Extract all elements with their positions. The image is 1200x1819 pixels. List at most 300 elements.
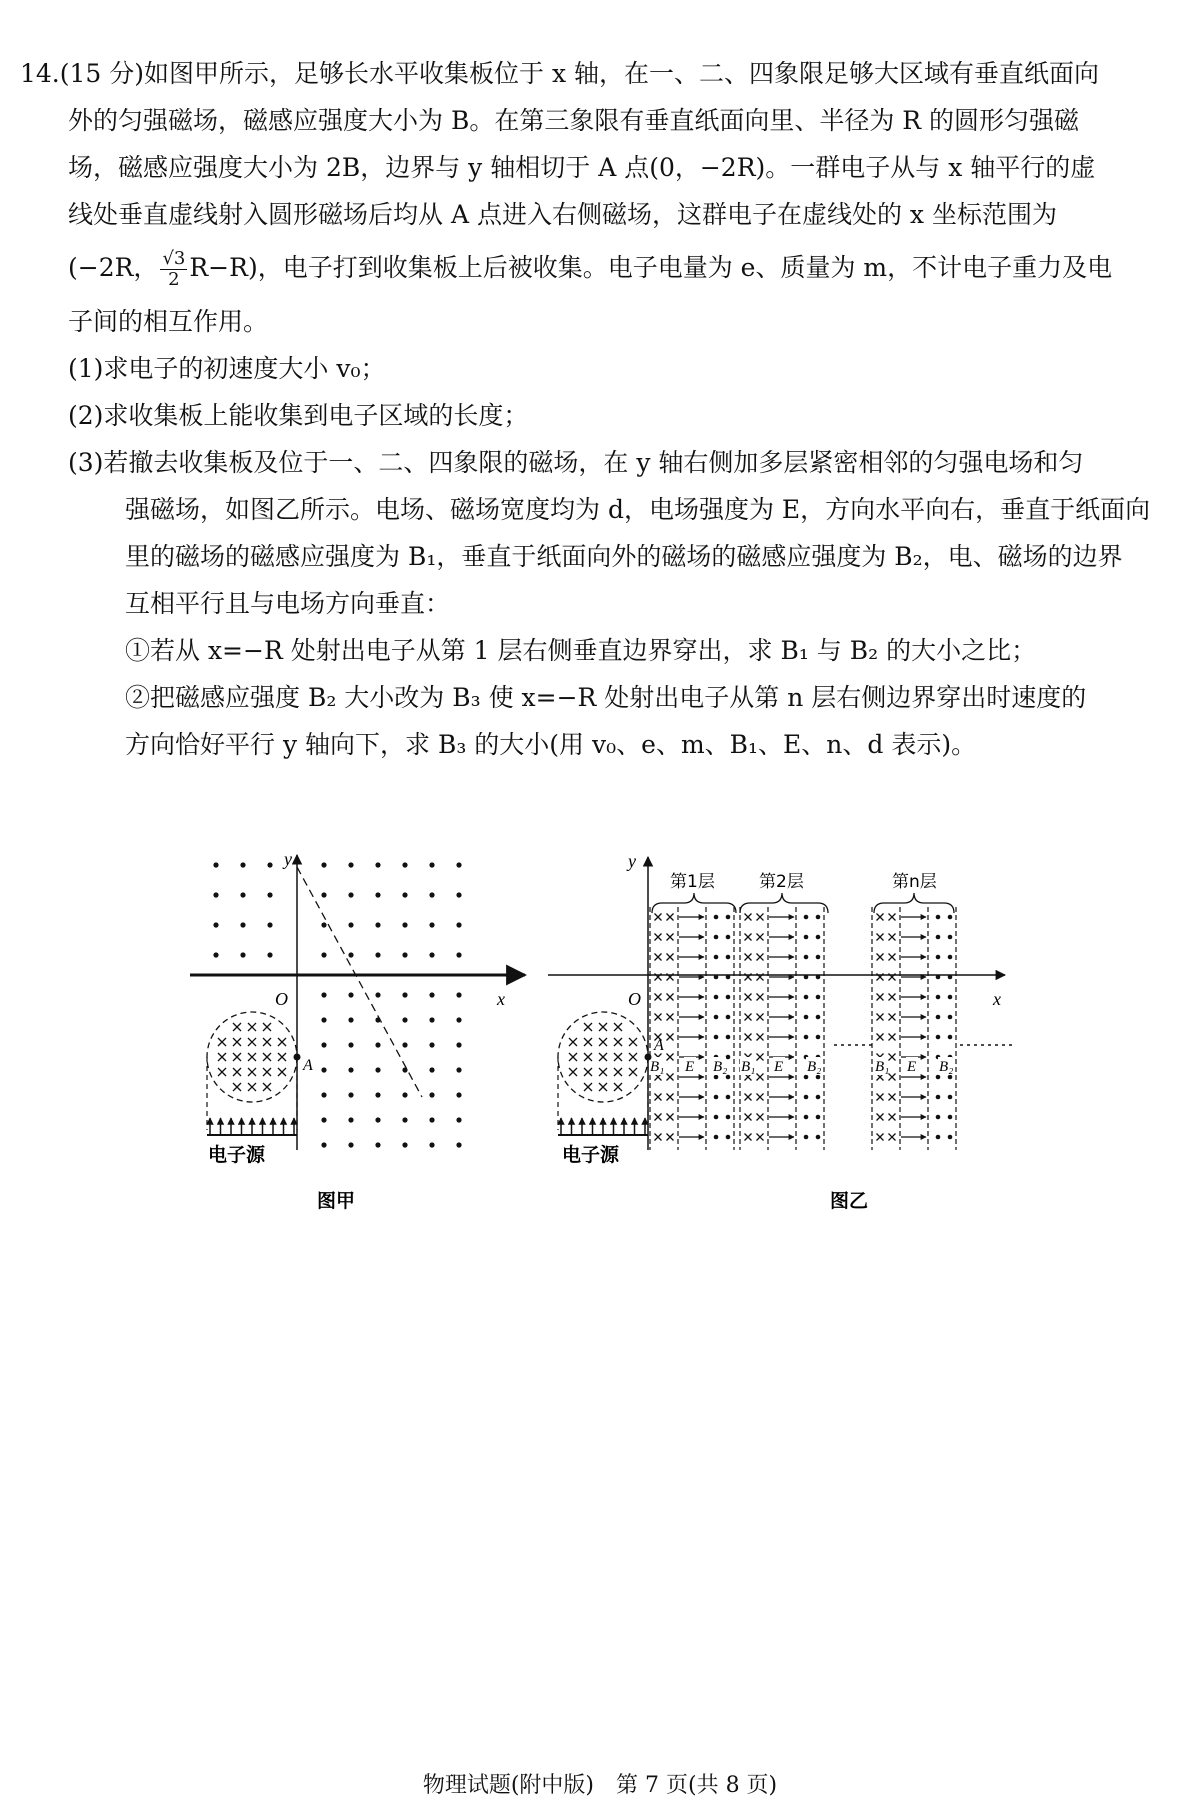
b2-dot: [816, 915, 821, 920]
cross-mark: [599, 1038, 607, 1046]
yi-inward-field-crosses: [569, 1023, 637, 1091]
cross-mark: [248, 1083, 256, 1091]
sqrt3-over-2-fraction: [160, 249, 187, 290]
cross-mark: [757, 914, 764, 921]
cross-mark: [745, 934, 752, 941]
cross-mark: [233, 1038, 241, 1046]
field-dot: [213, 952, 218, 957]
cross-mark: [877, 1134, 884, 1141]
b2-dot: [804, 1115, 809, 1120]
b2-dot: [726, 1135, 731, 1140]
jia-inward-field-crosses: [218, 1023, 286, 1091]
field-dot: [348, 1117, 353, 1122]
jia-magnetic-field-dots: [213, 862, 461, 1147]
page-footer: 物理试题(附中版) 第 7 页(共 8 页): [422, 1773, 778, 1798]
b2-dot: [714, 935, 719, 940]
field-dot: [375, 992, 380, 997]
field-dot: [321, 1142, 326, 1147]
jia-caption: 图甲: [317, 1190, 356, 1212]
field-dot: [348, 862, 353, 867]
cross-mark: [233, 1083, 241, 1091]
b2-dot: [714, 1095, 719, 1100]
cross-mark: [889, 1094, 896, 1101]
cross-mark: [599, 1023, 607, 1031]
jia-x-label: x: [497, 989, 505, 1009]
b2-dot: [948, 1095, 953, 1100]
cross-mark: [263, 1038, 271, 1046]
b2-dot: [936, 1075, 941, 1080]
cross-mark: [263, 1083, 271, 1091]
jia-y-label: y: [284, 849, 292, 869]
b2-dot: [714, 975, 719, 980]
cross-mark: [889, 1074, 896, 1081]
field-dot: [321, 1042, 326, 1047]
field-dot: [402, 862, 407, 867]
field-dot: [321, 892, 326, 897]
cross-mark: [233, 1053, 241, 1061]
b2-dot: [948, 995, 953, 1000]
cross-mark: [599, 1083, 607, 1091]
field-dot: [321, 1017, 326, 1022]
cross-mark: [655, 914, 662, 921]
yi-layer2-e-label: E: [774, 1059, 784, 1075]
cross-mark: [745, 914, 752, 921]
yi-layer2-brace: [740, 893, 828, 913]
cross-mark: [667, 1094, 674, 1101]
field-dot: [321, 952, 326, 957]
cross-mark: [614, 1068, 622, 1076]
sub-question-1: (1)求电子的初速度大小 v₀；: [68, 354, 386, 383]
field-dot: [348, 1042, 353, 1047]
b2-dot: [804, 1075, 809, 1080]
field-dot: [375, 1117, 380, 1122]
field-dot: [429, 892, 434, 897]
b2-dot: [936, 1095, 941, 1100]
field-dot: [213, 922, 218, 927]
field-dot: [402, 1067, 407, 1072]
cross-mark: [584, 1023, 592, 1031]
sub-question-3-line-2: 强磁场，如图乙所示。电场、磁场宽度均为 d，电场强度为 E，方向水平向右，垂直于纸面向: [125, 495, 1151, 524]
cross-mark: [248, 1038, 256, 1046]
sub-question-3-line-1: (3)若撤去收集板及位于一、二、四象限的磁场，在 y 轴右侧加多层紧密相邻的匀强电场和匀: [68, 448, 1084, 477]
field-dot: [348, 922, 353, 927]
cross-mark: [569, 1053, 577, 1061]
b2-dot: [948, 935, 953, 940]
b2-dot: [714, 1075, 719, 1080]
field-dot: [375, 1092, 380, 1097]
sub-question-3a: ①若从 x=−R 处射出电子从第 1 层右侧垂直边界穿出，求 B₁ 与 B₂ 的大小之比；: [125, 636, 1037, 665]
yi-point-a-label: A: [654, 1037, 664, 1054]
b2-dot: [816, 975, 821, 980]
cross-mark: [877, 1014, 884, 1021]
sub-question-3b-line-2: 方向恰好平行 y 轴向下，求 B₃ 的大小(用 v₀、e、m、B₁、E、n、d 表示)。: [125, 730, 977, 759]
field-dot: [213, 892, 218, 897]
cross-mark: [757, 1134, 764, 1141]
cross-mark: [757, 1034, 764, 1041]
b2-dot: [936, 995, 941, 1000]
b2-dot: [948, 975, 953, 980]
yi-layern-e-label: E: [907, 1059, 917, 1075]
field-dot: [402, 892, 407, 897]
cross-mark: [667, 1054, 674, 1061]
cross-mark: [614, 1023, 622, 1031]
yi-field-layers: [650, 907, 956, 1150]
cross-mark: [889, 934, 896, 941]
cross-mark: [655, 1014, 662, 1021]
yi-b2-label: B₂: [713, 1059, 728, 1075]
fraction-numerator: √3: [162, 248, 186, 269]
jia-electron-source-arrows: [207, 1118, 297, 1135]
cross-mark: [218, 1038, 226, 1046]
field-dot: [375, 1142, 380, 1147]
b2-dot: [714, 1035, 719, 1040]
field-dot: [402, 1092, 407, 1097]
jia-source-label: 电子源: [208, 1144, 266, 1166]
field-dot: [402, 992, 407, 997]
cross-mark: [889, 954, 896, 961]
field-dot: [456, 1017, 461, 1022]
b2-dot: [816, 955, 821, 960]
b2-dot: [816, 1015, 821, 1020]
cross-mark: [278, 1053, 286, 1061]
cross-mark: [757, 1094, 764, 1101]
field-dot: [321, 1092, 326, 1097]
field-dot: [429, 1017, 434, 1022]
b2-dot: [948, 1115, 953, 1120]
cross-mark: [584, 1083, 592, 1091]
field-dot: [456, 1142, 461, 1147]
b2-dot: [726, 975, 731, 980]
cross-mark: [655, 994, 662, 1001]
field-dot: [402, 1042, 407, 1047]
fraction-denominator: 2: [168, 269, 180, 290]
b2-dot: [804, 995, 809, 1000]
cross-mark: [889, 1014, 896, 1021]
cross-mark: [757, 934, 764, 941]
b2-dot: [714, 1135, 719, 1140]
field-dot: [321, 1067, 326, 1072]
field-dot: [240, 862, 245, 867]
b2-dot: [816, 1035, 821, 1040]
question-line-4: 线处垂直虚线射入圆形磁场后均从 A 点进入右侧磁场，这群电子在虚线处的 x 坐标范围为: [68, 200, 1057, 229]
b2-dot: [804, 955, 809, 960]
cross-mark: [655, 1134, 662, 1141]
field-dot: [456, 1117, 461, 1122]
jia-point-a-label: A: [303, 1057, 313, 1074]
field-dot: [456, 952, 461, 957]
b2-dot: [726, 955, 731, 960]
figures-svg: [0, 845, 1200, 1235]
yi-layer1-brace: [652, 893, 736, 913]
cross-mark: [877, 1114, 884, 1121]
sub-question-3b-line-1: ②把磁感应强度 B₂ 大小改为 B₃ 使 x=−R 处射出电子从第 n 层右侧边界穿出时速度的: [125, 683, 1087, 712]
yi-layer2-label: 第2层: [759, 872, 804, 892]
cross-mark: [218, 1053, 226, 1061]
question-block: [20, 50, 1180, 768]
question-line-6: 子间的相互作用。: [68, 307, 269, 336]
field-dot: [375, 892, 380, 897]
cross-mark: [889, 1054, 896, 1061]
question-line-1: 14.(15 分)如图甲所示，足够长水平收集板位于 x 轴，在一、二、四象限足够大区域有垂直纸面向: [20, 59, 1100, 88]
field-dot: [375, 1067, 380, 1072]
yi-x-label: x: [993, 989, 1001, 1009]
field-dot: [456, 1067, 461, 1072]
cross-mark: [757, 1054, 764, 1061]
cross-mark: [757, 1014, 764, 1021]
cross-mark: [745, 1034, 752, 1041]
cross-mark: [889, 1034, 896, 1041]
range-prefix: (−2R，: [68, 253, 159, 282]
question-line-3: 场，磁感应强度大小为 2B，边界与 y 轴相切于 A 点(0，−2R)。一群电子从与 x 轴平行的虚: [68, 153, 1096, 182]
yi-caption: 图乙: [830, 1190, 869, 1212]
b2-dot: [714, 1015, 719, 1020]
field-dot: [375, 1042, 380, 1047]
figures: [0, 845, 1200, 1235]
cross-mark: [877, 954, 884, 961]
field-dot: [429, 952, 434, 957]
cross-mark: [757, 1074, 764, 1081]
cross-mark: [655, 1114, 662, 1121]
yi-layer1-label: 第1层: [670, 872, 715, 892]
field-dot: [456, 1092, 461, 1097]
field-dot: [402, 952, 407, 957]
field-dot: [348, 952, 353, 957]
cross-mark: [667, 994, 674, 1001]
field-dot: [267, 862, 272, 867]
cross-mark: [745, 994, 752, 1001]
cross-mark: [667, 1014, 674, 1021]
cross-mark: [745, 1094, 752, 1101]
field-dot: [456, 862, 461, 867]
cross-mark: [745, 1134, 752, 1141]
cross-mark: [218, 1068, 226, 1076]
b2-dot: [804, 915, 809, 920]
cross-mark: [757, 1114, 764, 1121]
field-dot: [429, 1067, 434, 1072]
b2-dot: [816, 935, 821, 940]
cross-mark: [584, 1038, 592, 1046]
field-dot: [429, 862, 434, 867]
b2-dot: [936, 955, 941, 960]
yi-layern-brace: [874, 893, 954, 913]
b2-dot: [804, 1035, 809, 1040]
b2-dot: [726, 915, 731, 920]
sub-question-3-line-3: 里的磁场的磁感应强度为 B₁，垂直于纸面向外的磁场的磁感应强度为 B₂，电、磁场的边界: [125, 542, 1123, 571]
cross-mark: [278, 1068, 286, 1076]
cross-mark: [263, 1053, 271, 1061]
field-dot: [240, 892, 245, 897]
cross-mark: [584, 1068, 592, 1076]
cross-mark: [745, 954, 752, 961]
field-dot: [267, 952, 272, 957]
field-dot: [375, 862, 380, 867]
b2-dot: [804, 935, 809, 940]
field-dot: [429, 992, 434, 997]
question-line-2: 外的匀强磁场，磁感应强度大小为 B。在第三象限有垂直纸面向里、半径为 R 的圆形匀强磁: [68, 106, 1080, 135]
cross-mark: [584, 1053, 592, 1061]
b2-dot: [936, 1135, 941, 1140]
cross-mark: [745, 1114, 752, 1121]
field-dot: [348, 892, 353, 897]
field-dot: [213, 862, 218, 867]
field-dot: [348, 1017, 353, 1022]
b2-dot: [948, 1075, 953, 1080]
yi-layern-label: 第n层: [892, 872, 937, 892]
b2-dot: [726, 1095, 731, 1100]
field-dot: [456, 992, 461, 997]
b2-dot: [816, 1075, 821, 1080]
cross-mark: [745, 1014, 752, 1021]
yi-layer2-b2-label: B₂: [807, 1059, 822, 1075]
field-dot: [456, 1042, 461, 1047]
cross-mark: [877, 1094, 884, 1101]
field-dot: [267, 922, 272, 927]
field-dot: [456, 922, 461, 927]
sub-question-3-line-4: 互相平行且与电场方向垂直：: [125, 589, 451, 618]
b2-dot: [816, 995, 821, 1000]
b2-dot: [804, 975, 809, 980]
field-dot: [348, 992, 353, 997]
yi-e-label: E: [685, 1059, 695, 1075]
cross-mark: [248, 1053, 256, 1061]
cross-mark: [667, 1134, 674, 1141]
cross-mark: [757, 954, 764, 961]
field-dot: [402, 1142, 407, 1147]
yi-layer2-b1-label: B₁: [741, 1059, 756, 1075]
figure-yi: [548, 851, 1012, 1212]
cross-mark: [233, 1068, 241, 1076]
cross-mark: [278, 1038, 286, 1046]
cross-mark: [655, 934, 662, 941]
cross-mark: [263, 1023, 271, 1031]
field-dot: [321, 1117, 326, 1122]
sub-question-2: (2)求收集板上能收集到电子区域的长度；: [68, 401, 529, 430]
field-dot: [402, 1117, 407, 1122]
cross-mark: [248, 1068, 256, 1076]
cross-mark: [248, 1023, 256, 1031]
cross-mark: [614, 1083, 622, 1091]
field-dot: [375, 952, 380, 957]
cross-mark: [263, 1068, 271, 1076]
cross-mark: [877, 994, 884, 1001]
field-dot: [375, 922, 380, 927]
field-dot: [348, 1092, 353, 1097]
figure-jia: [190, 849, 525, 1212]
cross-mark: [757, 994, 764, 1001]
cross-mark: [877, 1034, 884, 1041]
cross-mark: [614, 1053, 622, 1061]
yi-layern-b1-label: B₁: [875, 1059, 890, 1075]
yi-source-label: 电子源: [562, 1144, 620, 1166]
question-line-5: [20, 238, 1180, 298]
b2-dot: [948, 955, 953, 960]
field-dot: [348, 1067, 353, 1072]
cross-mark: [667, 914, 674, 921]
field-dot: [321, 922, 326, 927]
field-dot: [429, 1117, 434, 1122]
b2-dot: [726, 1075, 731, 1080]
b2-dot: [804, 1015, 809, 1020]
b2-dot: [936, 975, 941, 980]
b2-dot: [726, 935, 731, 940]
field-dot: [348, 1142, 353, 1147]
cross-mark: [877, 914, 884, 921]
jia-origin-label: O: [275, 989, 288, 1009]
field-dot: [321, 992, 326, 997]
b2-dot: [936, 1115, 941, 1120]
cross-mark: [889, 994, 896, 1001]
cross-mark: [667, 1114, 674, 1121]
cross-mark: [599, 1068, 607, 1076]
cross-mark: [667, 934, 674, 941]
cross-mark: [614, 1038, 622, 1046]
cross-mark: [629, 1038, 637, 1046]
yi-y-label: y: [628, 851, 636, 871]
field-dot: [402, 922, 407, 927]
cross-mark: [667, 1074, 674, 1081]
field-dot: [240, 952, 245, 957]
b2-dot: [714, 955, 719, 960]
yi-layern-b2-label: B₂: [939, 1059, 954, 1075]
b2-dot: [714, 995, 719, 1000]
cross-mark: [629, 1053, 637, 1061]
field-dot: [321, 862, 326, 867]
cross-mark: [655, 954, 662, 961]
cross-mark: [569, 1038, 577, 1046]
b2-dot: [726, 995, 731, 1000]
field-dot: [240, 922, 245, 927]
field-dot: [267, 892, 272, 897]
b2-dot: [936, 935, 941, 940]
cross-mark: [599, 1053, 607, 1061]
b2-dot: [816, 1095, 821, 1100]
cross-mark: [655, 1094, 662, 1101]
b2-dot: [804, 1095, 809, 1100]
field-dot: [429, 1142, 434, 1147]
cross-mark: [889, 1134, 896, 1141]
b2-dot: [714, 1115, 719, 1120]
cross-mark: [667, 954, 674, 961]
b2-dot: [948, 1135, 953, 1140]
b2-dot: [948, 915, 953, 920]
b2-dot: [804, 1135, 809, 1140]
b2-dot: [816, 1115, 821, 1120]
field-dot: [429, 922, 434, 927]
field-dot: [456, 892, 461, 897]
cross-mark: [889, 1114, 896, 1121]
b2-dot: [948, 1035, 953, 1040]
range-suffix: R−R)，电子打到收集板上后被收集。电子电量为 e、质量为 m，不计电子重力及电: [189, 253, 1113, 282]
yi-origin-label: O: [628, 989, 641, 1009]
b2-dot: [726, 1035, 731, 1040]
b2-dot: [726, 1115, 731, 1120]
field-dot: [429, 1042, 434, 1047]
cross-mark: [233, 1023, 241, 1031]
b2-dot: [936, 1015, 941, 1020]
b2-dot: [816, 1135, 821, 1140]
b2-dot: [936, 915, 941, 920]
b2-dot: [948, 1015, 953, 1020]
cross-mark: [889, 914, 896, 921]
b2-dot: [936, 1035, 941, 1040]
cross-mark: [877, 934, 884, 941]
jia-dashed-boundary: [297, 867, 422, 1097]
yi-b1-label: B₁: [650, 1059, 665, 1075]
yi-electron-source-arrows: [558, 1118, 648, 1135]
field-dot: [429, 1092, 434, 1097]
field-dot: [402, 1017, 407, 1022]
cross-mark: [569, 1068, 577, 1076]
